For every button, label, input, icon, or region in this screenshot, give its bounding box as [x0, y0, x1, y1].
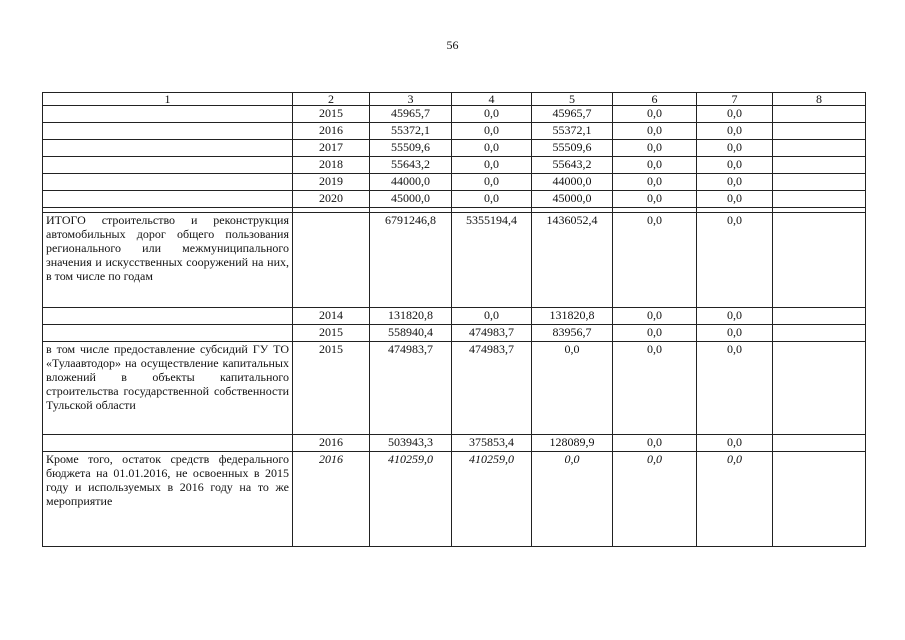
value-cell: 55643,2 — [370, 157, 452, 174]
value-cell: 0,0 — [613, 140, 697, 157]
description-cell — [43, 157, 293, 174]
year-cell: 2015 — [293, 325, 370, 342]
value-cell: 0,0 — [452, 157, 532, 174]
value-cell: 410259,0 — [452, 452, 532, 547]
value-cell: 0,0 — [697, 106, 773, 123]
value-cell: 0,0 — [697, 308, 773, 325]
value-cell: 0,0 — [532, 452, 613, 547]
year-cell: 2019 — [293, 174, 370, 191]
value-cell — [773, 308, 866, 325]
year-cell: 2016 — [293, 435, 370, 452]
value-cell: 0,0 — [452, 140, 532, 157]
value-cell: 0,0 — [697, 325, 773, 342]
value-cell: 0,0 — [452, 308, 532, 325]
table-row — [43, 106, 866, 123]
total-description — [43, 213, 293, 308]
value-cell — [773, 106, 866, 123]
value-cell: 55372,1 — [532, 123, 613, 140]
value-cell — [773, 342, 866, 435]
header-cell: 7 — [697, 93, 773, 106]
total-row — [43, 213, 866, 308]
value-cell: 44000,0 — [532, 174, 613, 191]
description-cell — [43, 140, 293, 157]
header-cell: 2 — [293, 93, 370, 106]
value-cell — [773, 452, 866, 547]
value-cell: 55509,6 — [370, 140, 452, 157]
value-cell: 1436052,4 — [532, 213, 613, 308]
year-cell: 2017 — [293, 140, 370, 157]
header-cell: 5 — [532, 93, 613, 106]
value-cell: 0,0 — [532, 342, 613, 435]
value-cell: 0,0 — [613, 342, 697, 435]
description-cell — [43, 174, 293, 191]
federal-row — [43, 452, 866, 547]
value-cell — [773, 157, 866, 174]
value-cell: 131820,8 — [532, 308, 613, 325]
table-row — [43, 123, 866, 140]
value-cell: 55372,1 — [370, 123, 452, 140]
value-cell: 45000,0 — [532, 191, 613, 208]
subsidy-description — [43, 342, 293, 435]
value-cell: 0,0 — [452, 191, 532, 208]
budget-table — [42, 92, 866, 547]
description-cell — [43, 325, 293, 342]
value-cell: 55509,6 — [532, 140, 613, 157]
value-cell: 128089,9 — [532, 435, 613, 452]
value-cell: 0,0 — [452, 106, 532, 123]
table-row — [43, 157, 866, 174]
description-cell — [43, 123, 293, 140]
header-cell: 3 — [370, 93, 452, 106]
header-cell: 8 — [773, 93, 866, 106]
table-row — [43, 325, 866, 342]
value-cell — [773, 174, 866, 191]
value-cell — [773, 191, 866, 208]
value-cell: 0,0 — [452, 123, 532, 140]
year-cell: 2015 — [293, 342, 370, 435]
value-cell — [773, 140, 866, 157]
value-cell: 410259,0 — [370, 452, 452, 547]
value-cell: 0,0 — [613, 191, 697, 208]
value-cell: 0,0 — [613, 123, 697, 140]
header-cell: 4 — [452, 93, 532, 106]
value-cell: 0,0 — [452, 174, 532, 191]
table-row — [43, 308, 866, 325]
total-description-text: ИТОГО строительство и реконструкция автомобильных дорог общего пользования регионального или межмуниципального значения и искусственных сооружений на них, в том числе по годам — [46, 213, 289, 283]
value-cell — [773, 213, 866, 308]
value-cell: 503943,3 — [370, 435, 452, 452]
value-cell: 0,0 — [613, 452, 697, 547]
description-cell — [43, 435, 293, 452]
value-cell: 0,0 — [697, 213, 773, 308]
description-cell — [43, 308, 293, 325]
year-cell: 2016 — [293, 452, 370, 547]
year-cell: 2020 — [293, 191, 370, 208]
value-cell: 83956,7 — [532, 325, 613, 342]
subsidy-row — [43, 342, 866, 435]
value-cell: 45000,0 — [370, 191, 452, 208]
table-row — [43, 191, 866, 208]
value-cell: 45965,7 — [532, 106, 613, 123]
value-cell: 0,0 — [697, 342, 773, 435]
value-cell: 0,0 — [613, 106, 697, 123]
value-cell: 0,0 — [613, 308, 697, 325]
value-cell — [773, 123, 866, 140]
table-header-row — [43, 93, 866, 106]
value-cell: 6791246,8 — [370, 213, 452, 308]
value-cell: 0,0 — [697, 140, 773, 157]
value-cell: 0,0 — [697, 435, 773, 452]
value-cell: 131820,8 — [370, 308, 452, 325]
value-cell: 44000,0 — [370, 174, 452, 191]
year-cell: 2018 — [293, 157, 370, 174]
header-cell: 6 — [613, 93, 697, 106]
value-cell: 558940,4 — [370, 325, 452, 342]
value-cell: 0,0 — [697, 157, 773, 174]
year-cell — [293, 213, 370, 308]
value-cell: 45965,7 — [370, 106, 452, 123]
value-cell: 0,0 — [613, 174, 697, 191]
value-cell: 5355194,4 — [452, 213, 532, 308]
value-cell — [773, 325, 866, 342]
subsidy-description-text: в том числе предоставление субсидий ГУ ТО «Тулаавтодор» на осуществление капитальных вложений в объекты капитального строительства государственной собственности Тульской области — [46, 342, 289, 412]
value-cell: 0,0 — [697, 452, 773, 547]
page-number: 56 — [446, 38, 459, 52]
year-cell: 2014 — [293, 308, 370, 325]
value-cell: 55643,2 — [532, 157, 613, 174]
table-row — [43, 435, 866, 452]
year-cell: 2015 — [293, 106, 370, 123]
description-cell — [43, 191, 293, 208]
value-cell — [773, 435, 866, 452]
value-cell: 0,0 — [697, 174, 773, 191]
value-cell: 474983,7 — [452, 342, 532, 435]
federal-description-text: Кроме того, остаток средств федерального бюджета на 01.01.2016, не освоенных в 2015 году и используемых в 2016 году на то же мероприятие — [46, 452, 289, 508]
description-cell — [43, 106, 293, 123]
value-cell: 0,0 — [613, 325, 697, 342]
value-cell: 0,0 — [697, 191, 773, 208]
value-cell: 0,0 — [613, 157, 697, 174]
value-cell: 474983,7 — [370, 342, 452, 435]
header-cell: 1 — [43, 93, 293, 106]
federal-description — [43, 452, 293, 547]
value-cell: 0,0 — [697, 123, 773, 140]
value-cell: 474983,7 — [452, 325, 532, 342]
value-cell: 0,0 — [613, 435, 697, 452]
table-row — [43, 174, 866, 191]
value-cell: 0,0 — [613, 213, 697, 308]
year-cell: 2016 — [293, 123, 370, 140]
table-row — [43, 140, 866, 157]
value-cell: 375853,4 — [452, 435, 532, 452]
